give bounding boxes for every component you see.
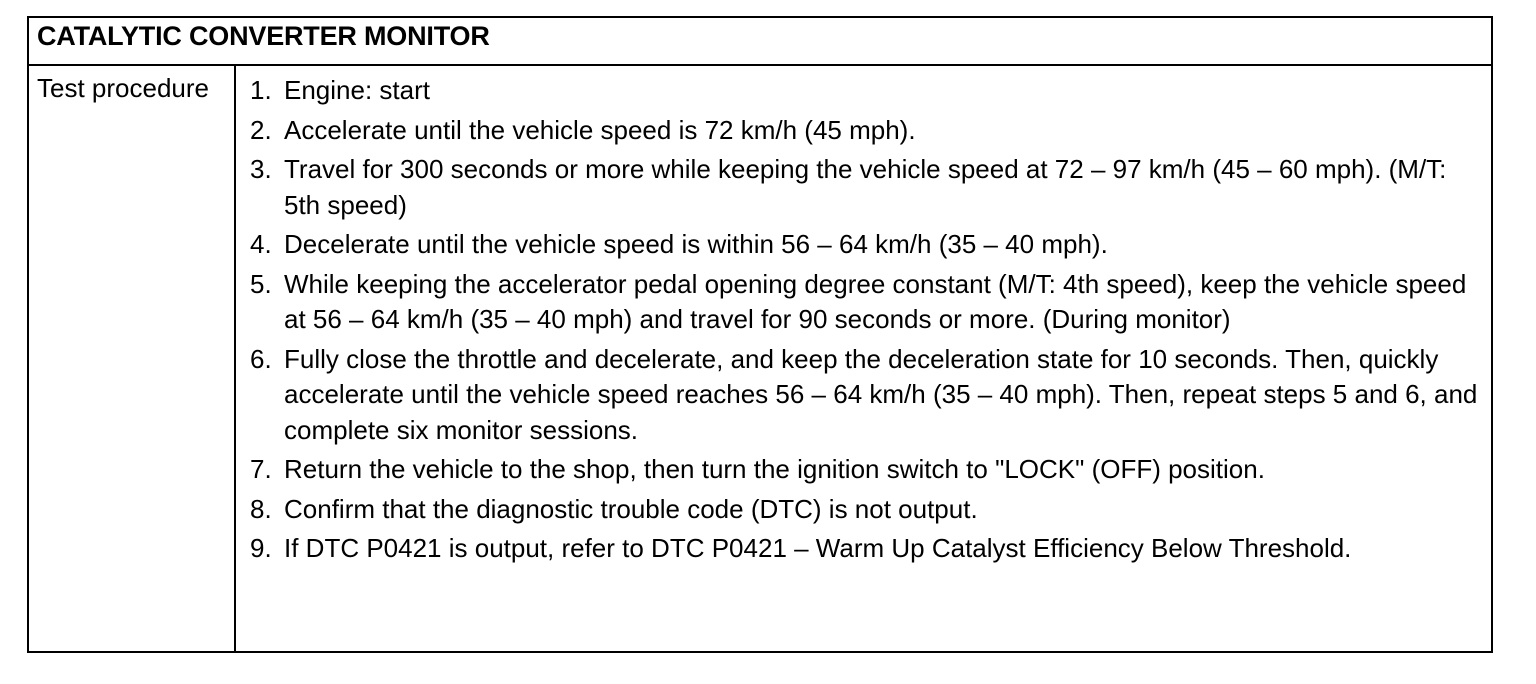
step-item bbox=[250, 342, 1486, 449]
step-number: 1. bbox=[250, 75, 272, 105]
step-text: While keeping the accelerator pedal opening degree constant (M/T: 4th speed), keep the vehicle speed at 56 – 64 km/h (35 – 40 mph) and travel for 90 seconds or more. (During monitor) bbox=[284, 268, 1467, 334]
step-item bbox=[250, 452, 1486, 488]
table-header-row bbox=[29, 18, 1491, 66]
step-text: Decelerate until the vehicle speed is within 56 – 64 km/h (35 – 40 mph). bbox=[284, 229, 1108, 259]
step-item bbox=[250, 492, 1486, 528]
step-number: 2. bbox=[250, 114, 272, 145]
step-number: 6. bbox=[250, 343, 272, 374]
step-number: 8. bbox=[250, 493, 272, 524]
step-text: Return the vehicle to the shop, then turn the ignition switch to "LOCK" (OFF) position. bbox=[284, 454, 1265, 484]
step-number: 4. bbox=[250, 229, 272, 259]
step-text: Travel for 300 seconds or more while keeping the vehicle speed at 72 – 97 km/h (45 – 60 mph). (M/T: 5th speed) bbox=[284, 154, 1447, 220]
step-text: Accelerate until the vehicle speed is 72 km/h (45 mph). bbox=[284, 114, 916, 145]
step-item bbox=[250, 267, 1486, 338]
step-item bbox=[250, 152, 1486, 223]
step-item bbox=[250, 73, 1486, 109]
row-label: Test procedure bbox=[37, 73, 209, 103]
step-text: Fully close the throttle and decelerate, and keep the deceleration state for 10 seconds. Then, quickly accelerate until the vehicle speed reaches 56 – 64 km/h (35 – 40 mph). Then, repeat steps 5 and 6, and complete six monitor sessions. bbox=[284, 343, 1478, 445]
step-item bbox=[250, 113, 1486, 149]
step-item bbox=[250, 531, 1486, 567]
step-number: 9. bbox=[250, 533, 272, 563]
table-title: CATALYTIC CONVERTER MONITOR bbox=[37, 21, 490, 51]
step-text: If DTC P0421 is output, refer to DTC P0421 – Warm Up Catalyst Efficiency Below Threshold. bbox=[284, 533, 1352, 563]
step-text: Engine: start bbox=[284, 75, 430, 105]
step-list bbox=[250, 73, 1486, 571]
step-text: Confirm that the diagnostic trouble code (DTC) is not output. bbox=[284, 493, 978, 524]
row-label-cell bbox=[29, 66, 236, 651]
procedure-table bbox=[27, 16, 1493, 653]
step-number: 3. bbox=[250, 154, 272, 184]
step-item bbox=[250, 227, 1486, 263]
step-number: 7. bbox=[250, 454, 272, 484]
step-number: 5. bbox=[250, 268, 272, 299]
